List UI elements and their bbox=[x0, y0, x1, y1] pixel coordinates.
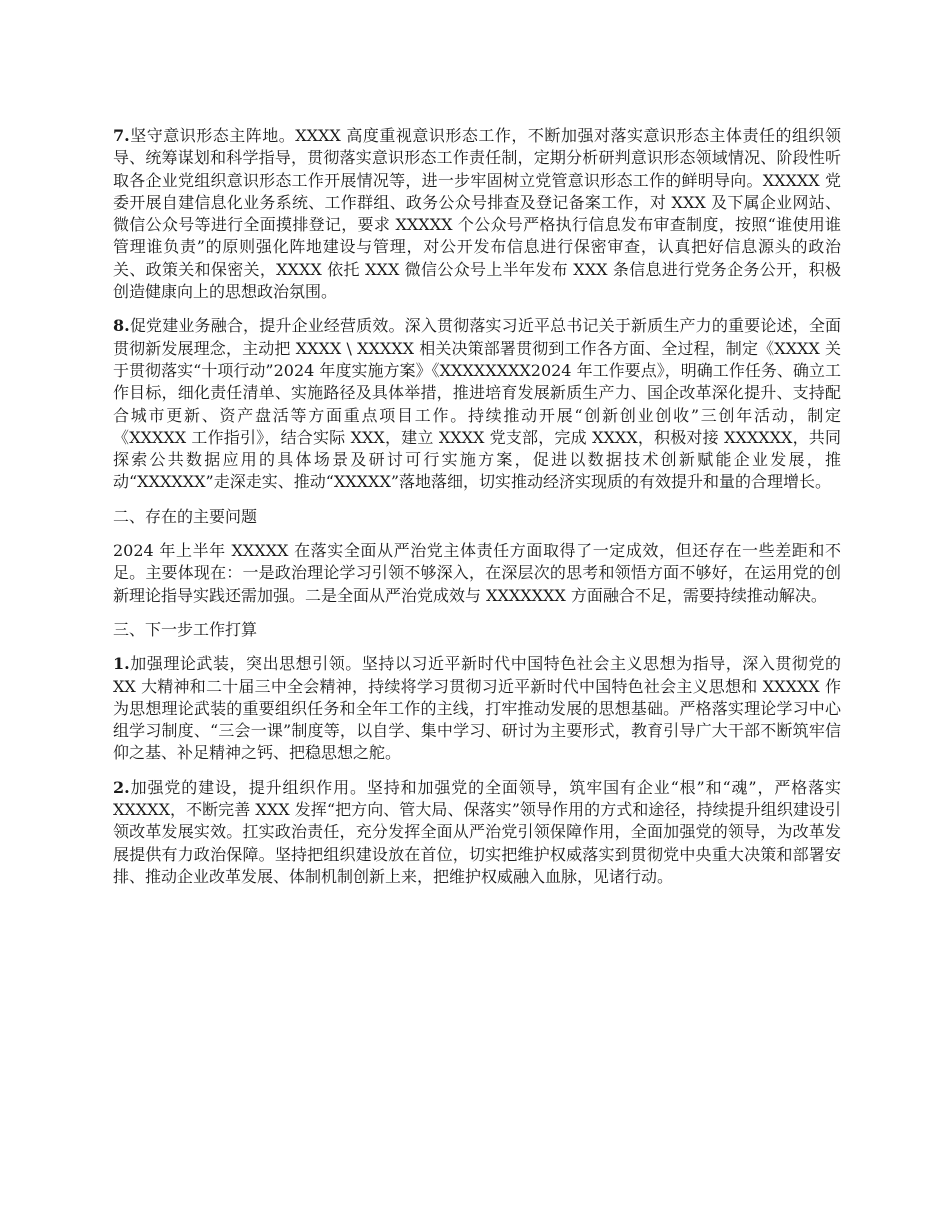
section-heading-next-steps: 三、下一步工作打算 bbox=[113, 619, 258, 639]
next-step-item-1 bbox=[113, 653, 841, 764]
paragraph-7 bbox=[113, 125, 841, 303]
document-body bbox=[113, 125, 841, 900]
paragraph-8 bbox=[113, 315, 841, 493]
next-step-item-2 bbox=[113, 777, 841, 888]
paragraph-number: 8. bbox=[113, 316, 130, 336]
paragraph-number: 1. bbox=[113, 654, 130, 674]
paragraph-number: 7. bbox=[113, 126, 130, 145]
paragraph-number: 2. bbox=[113, 777, 130, 797]
problems-paragraph: 2024 年上半年 XXXXX 在落实全面从严治党主体责任方面取得了一定成效，但还存在一些差距和不足。主要体现在：一是政治理论学习引领不够深入，在深层次的思考和领悟方面不够好，在运用党的创新理论指导实践还需加强。二是全面从严治党成效与 XXXXXXX 方面融合不足，需要持续推动解决。 bbox=[113, 541, 841, 605]
paragraph-text: 坚守意识形态主阵地。XXXX 高度重视意识形态工作，不断加强对落实意识形态主体责任的组织领导、统筹谋划和科学指导，贯彻落实意识形态工作责任制，定期分析研判意识形态领域情况、阶段性听取各企业党组织意识形态工作开展情况等，进一步牢固树立党管意识形态工作的鲜明导向。XXXXX 党委开展自建信息化业务系统、工作群组、政务公众号排查及登记备案工作，对 XXX 及下属企业网站、微信公众号等进行全面摸排登记，要求 XXXXX 个公众号严格执行信息发布审查制度，按照“谁使用谁管理谁负责”的原则强化阵地建设与管理，对公开发布信息进行保密审查，认真把好信息源头的政治关、政策关和保密关，XXXX 依托 XXX 微信公众号上半年发布 XXX 条信息进行党务企务公开，积极创造健康向上的思想政治氛围。 bbox=[113, 126, 841, 302]
section-heading-problems: 二、存在的主要问题 bbox=[113, 506, 258, 526]
paragraph-text: 加强理论武装，突出思想引领。坚持以习近平新时代中国特色社会主义思想为指导，深入贯彻党的 XX 大精神和二十届三中全会精神，持续将学习贯彻习近平新时代中国特色社会主义思想和 XXXXX 作为思想理论武装的重要组织任务和全年工作的主线，打牢推动发展的思想基础。严格落实理论学习中心组学习制度、“三会一课”制度等，以自学、集中学习、研讨为主要形式，教育引导广大干部不断筑牢信仰之基、补足精神之钙、把稳思想之舵。 bbox=[113, 654, 841, 763]
paragraph-text: 促党建业务融合，提升企业经营质效。深入贯彻落实习近平总书记关于新质生产力的重要论述，全面贯彻新发展理念，主动把 XXXX \ XXXXX 相关决策部署贯彻到工作各方面、全过程，制定《XXXX 关于贯彻落实“十项行动”2024 年度实施方案》《XXXXXXXX2024 年工作要点》，明确工作任务、确立工作目标，细化责任清单、实施路径及具体举措，推进培育发展新质生产力、国企改革深化提升、支持配合城市更新、资产盘活等方面重点项目工作。持续推动开展“创新创业创收”三创年活动，制定《XXXXX 工作指引》，结合实际 XXX，建立 XXXX 党支部，完成 XXXX，积极对接 XXXXXX，共同探索公共数据应用的具体场景及研讨可行实施方案，促进以数据技术创新赋能企业发展，推动“XXXXXX”走深走实、推动“XXXXX”落地落细，切实推动经济实现质的有效提升和量的合理增长。 bbox=[113, 316, 841, 492]
paragraph-text: 加强党的建设，提升组织作用。坚持和加强党的全面领导，筑牢国有企业“根”和“魂”，严格落实 XXXXX，不断完善 XXX 发挥“把方向、管大局、保落实”领导作用的方式和途径，持续提升组织建设引领改革发展实效。扛实政治责任，充分发挥全面从严治党引领保障作用，全面加强党的领导，为改革发展提供有力政治保障。坚持把组织建设放在首位，切实把维护权威落实到贯彻党中央重大决策和部署安排、推动企业改革发展、体制机制创新上来，把维护权威融入血脉，见诸行动。 bbox=[113, 777, 841, 886]
